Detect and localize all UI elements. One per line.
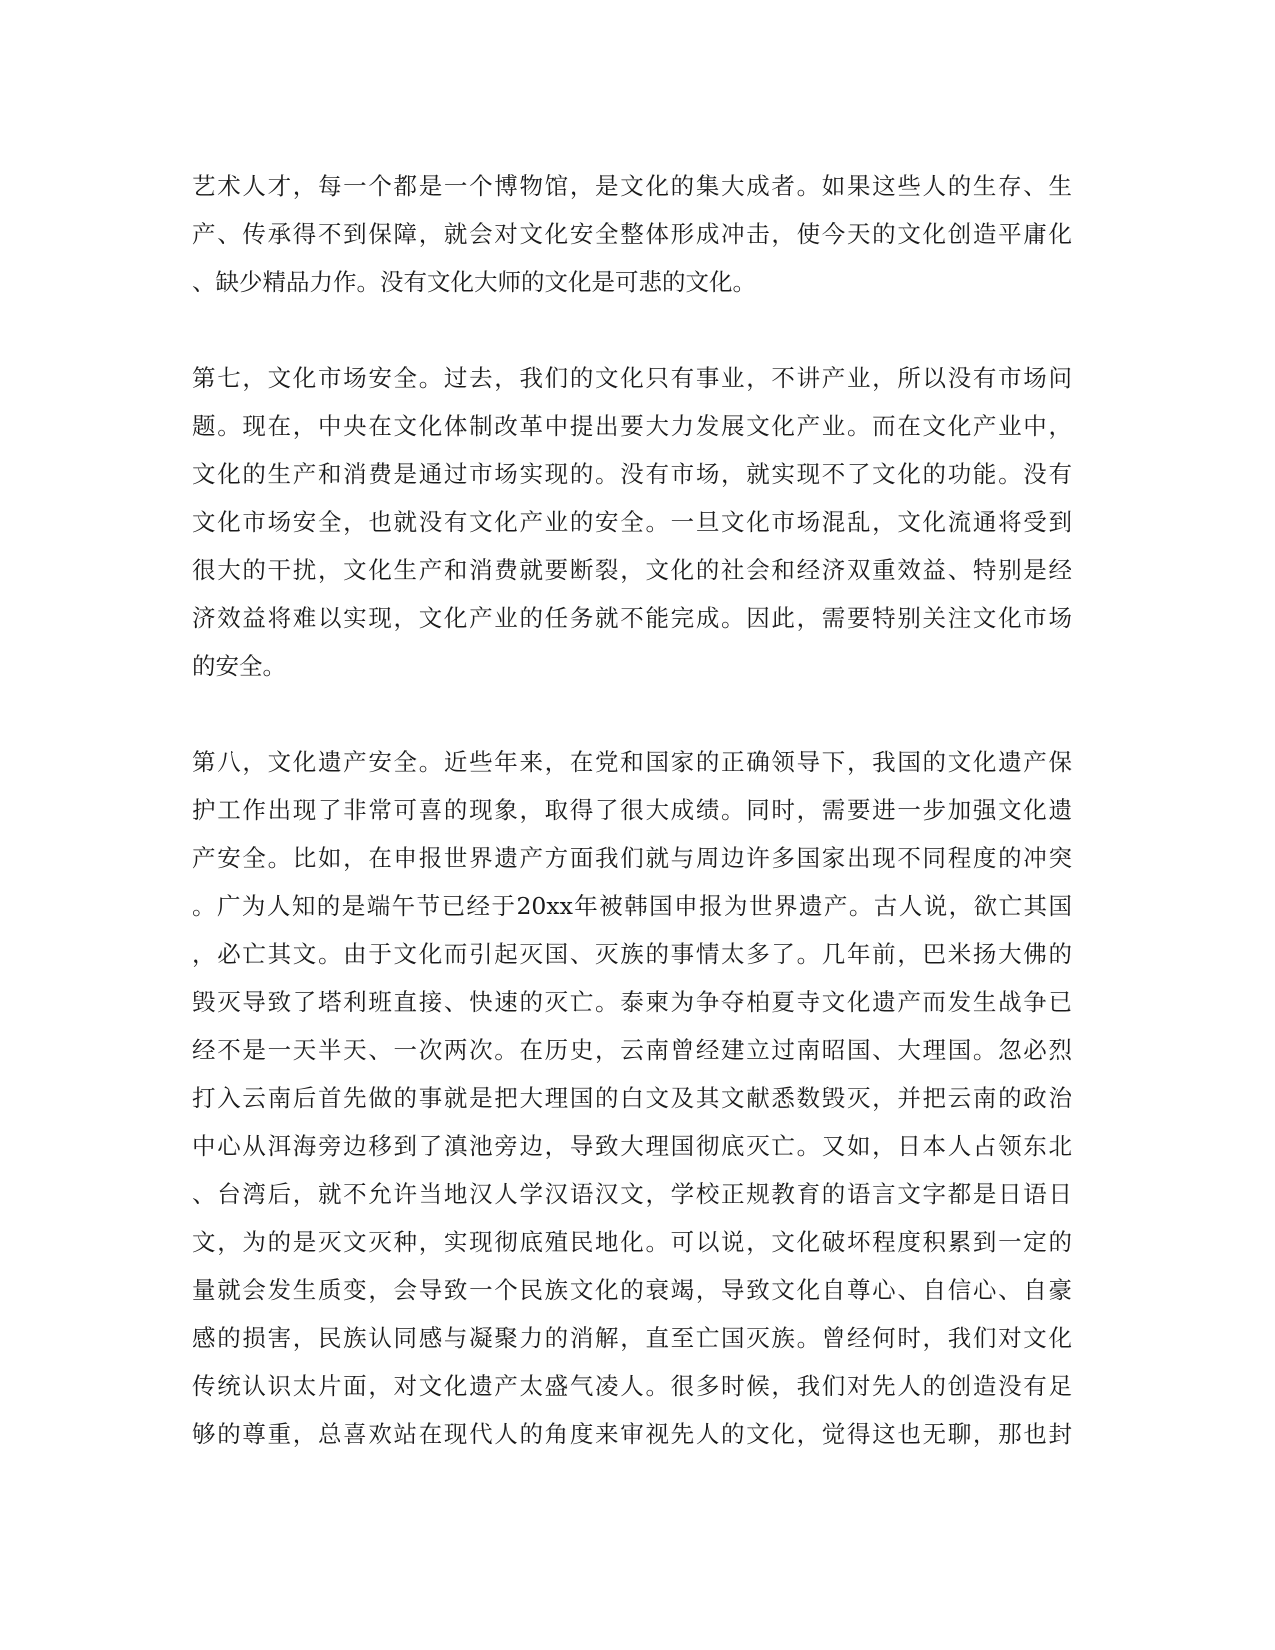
text-line: 中心从洱海旁边移到了滇池旁边，导致大理国彻底灭亡。又如，日本人占领东北 [192,1132,1072,1160]
text-line: 济效益将难以实现，文化产业的任务就不能完成。因此，需要特别关注文化市场 [192,604,1072,632]
text-line: ，必亡其文。由于文化而引起灭国、灭族的事情太多了。几年前，巴米扬大佛的 [192,940,1072,968]
paragraph-heritage [192,738,1072,1458]
text-line: 。广为人知的是端午节已经于20xx年被韩国申报为世界遗产。古人说，欲亡其国 [192,892,1072,920]
text-line: 感的损害，民族认同感与凝聚力的消解，直至亡国灭族。曾经何时，我们对文化 [192,1324,1072,1352]
paragraph-market [192,354,1072,690]
text-line: 艺术人才，每一个都是一个博物馆，是文化的集大成者。如果这些人的生存、生 [192,172,1072,200]
paragraph-gap [192,690,1072,738]
text-line: 护工作出现了非常可喜的现象，取得了很大成绩。同时，需要进一步加强文化遗 [192,796,1072,824]
text-line: 打入云南后首先做的事就是把大理国的白文及其文献悉数毁灭，并把云南的政治 [192,1084,1072,1112]
text-line: 很大的干扰，文化生产和消费就要断裂，文化的社会和经济双重效益、特别是经 [192,556,1072,584]
text-line: 、缺少精品力作。没有文化大师的文化是可悲的文化。 [192,268,756,296]
document-body [192,162,1072,1458]
text-line: 产安全。比如，在申报世界遗产方面我们就与周边许多国家出现不同程度的冲突 [192,844,1072,872]
paragraph-gap [192,306,1072,354]
text-line: 传统认识太片面，对文化遗产太盛气凌人。很多时候，我们对先人的创造没有足 [192,1372,1072,1400]
text-line: 的安全。 [192,652,286,680]
text-line: 文化市场安全，也就没有文化产业的安全。一旦文化市场混乱，文化流通将受到 [192,508,1072,536]
text-line: 文化的生产和消费是通过市场实现的。没有市场，就实现不了文化的功能。没有 [192,460,1072,488]
text-line: 够的尊重，总喜欢站在现代人的角度来审视先人的文化，觉得这也无聊，那也封 [192,1420,1072,1448]
text-line: 经不是一天半天、一次两次。在历史，云南曾经建立过南昭国、大理国。忽必烈 [192,1036,1072,1064]
text-line: 、台湾后，就不允许当地汉人学汉语汉文，学校正规教育的语言文字都是日语日 [192,1180,1072,1208]
text-line: 第七，文化市场安全。过去，我们的文化只有事业，不讲产业，所以没有市场问 [192,364,1072,392]
text-line: 文，为的是灭文灭种，实现彻底殖民地化。可以说，文化破坏程度积累到一定的 [192,1228,1072,1256]
text-line: 产、传承得不到保障，就会对文化安全整体形成冲击，使今天的文化创造平庸化 [192,220,1072,248]
text-line: 量就会发生质变，会导致一个民族文化的衰竭，导致文化自尊心、自信心、自豪 [192,1276,1072,1304]
paragraph-artists [192,162,1072,306]
text-line: 第八，文化遗产安全。近些年来，在党和国家的正确领导下，我国的文化遗产保 [192,748,1072,776]
text-line: 毁灭导致了塔利班直接、快速的灭亡。泰柬为争夺柏夏寺文化遗产而发生战争已 [192,988,1072,1016]
text-line: 题。现在，中央在文化体制改革中提出要大力发展文化产业。而在文化产业中， [192,412,1072,440]
